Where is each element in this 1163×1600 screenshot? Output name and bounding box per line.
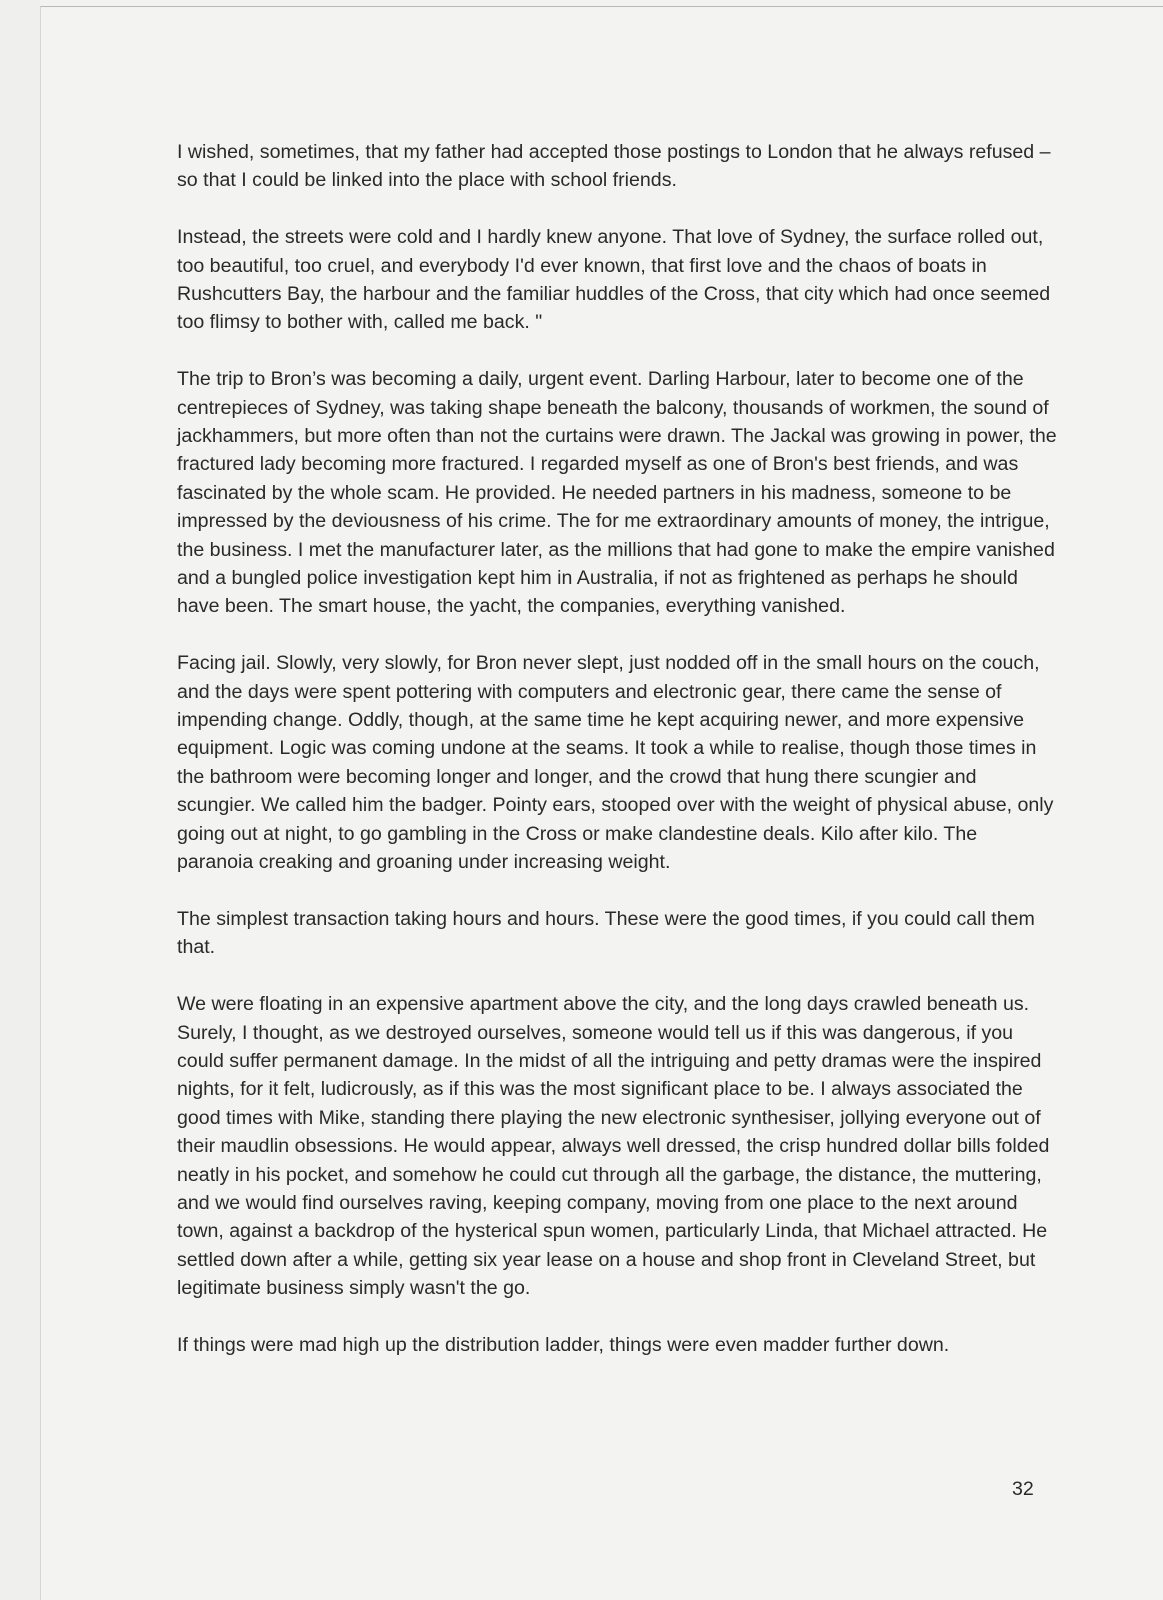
- paragraph: I wished, sometimes, that my father had accepted those postings to London that he always refused – so that I could be linked into the place with school friends.: [177, 141, 1051, 192]
- paragraph: Facing jail. Slowly, very slowly, for Bron never slept, just nodded off in the small hours on the couch, and the days were spent pottering with computers and electronic gear, there came the sense of impending change. Oddly, though, at the same time he kept acquiring newer, and more expensive equipment. Logic was coming undone at the seams. It took a while to realise, though those times in the bathroom were becoming longer and longer, and the crowd that hung there scungier and scungier. We called him the badger. Pointy ears, stooped over with the weight of physical abuse, only going out at night, to go gambling in the Cross or make clandestine deals. Kilo after kilo. The paranoia creaking and groaning under increasing weight.: [177, 652, 1054, 874]
- paragraph: The simplest transaction taking hours and hours. These were the good times, if you could call them that.: [177, 907, 1035, 959]
- paragraph: The trip to Bron’s was becoming a daily, urgent event. Darling Harbour, later to become one of the centrepieces of Sydney, was taking shape beneath the balcony, thousands of workmen, the sound of jackhammers, but more often than not the curtains were drawn. The Jackal was growing in power, the fractured lady becoming more fractured. I regarded myself as one of Bron's best friends, and was fascinated by the whole scam. He provided. He needed partners in his madness, someone to be impressed by the deviousness of his crime. The for me extraordinary amounts of money, the intrigue, the business. I met the manufacturer later, as the millions that had gone to make the empire vanished and a bungled police investigation kept him in Australia, if not as frightened as perhaps he should have been. The smart house, the yacht, the companies, everything vanished.: [177, 368, 1057, 618]
- paragraph: We were floating in an expensive apartment above the city, and the long days crawled beneath us. Surely, I thought, as we destroyed ourselves, someone would tell us if this was dangerous, if you could suffer permanent damage. In the midst of all the intriguing and petty dramas were the inspired nights, for it felt, ludicrously, as if this was the most significant place to be. I always associated the good times with Mike, standing there playing the new electronic synthesiser, jollying everyone out of their maudlin obsessions. He would appear, always well dressed, the crisp hundred dollar bills folded neatly in his pocket, and somehow he could cut through all the garbage, the distance, the muttering, and we would find ourselves raving, keeping company, moving from one place to the next around town, against a backdrop of the hysterical spun women, particularly Linda, that Michael attracted. He settled down after a while, getting six year lease on a house and shop front in Cleveland Street, but legitimate business simply wasn't the go.: [177, 993, 1050, 1300]
- page-number: 32: [1012, 1478, 1034, 1500]
- paragraph: If things were mad high up the distribution ladder, things were even madder further down.: [177, 1333, 950, 1356]
- scan-margin: [0, 0, 40, 1600]
- body-text: [177, 138, 1057, 1388]
- paragraph: Instead, the streets were cold and I hardly knew anyone. That love of Sydney, the surface rolled out, too beautiful, too cruel, and everybody I'd ever known, that first love and the chaos of boats in Rushcutters Bay, the harbour and the familiar huddles of the Cross, that city which had once seemed too flimsy to bother with, called me back. ": [177, 226, 1051, 334]
